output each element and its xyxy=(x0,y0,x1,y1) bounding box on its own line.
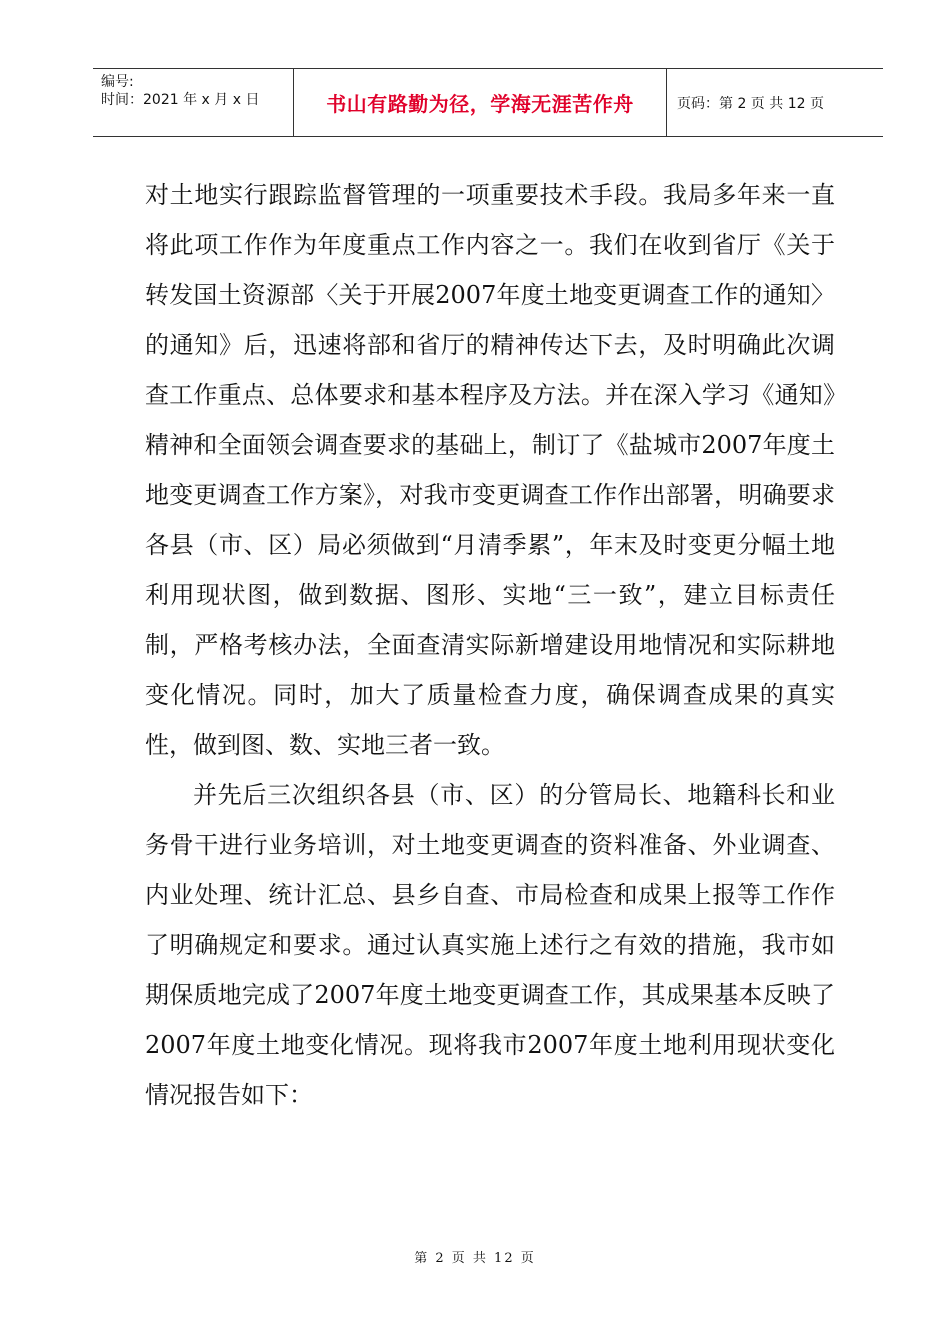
document-body xyxy=(145,170,835,1120)
header-motto: 书山有路勤为径，学海无涯苦作舟 xyxy=(294,69,667,136)
paragraph-1: 对土地实行跟踪监督管理的一项重要技术手段。我局多年来一直将此项工作作为年度重点工作内容之一。我们在收到省厅《关于转发国土资源部〈关于开展2007年度土地变更调查工作的通知〉的通知》后，迅速将部和省厅的精神传达下去，及时明确此次调查工作重点、总体要求和基本程序及方法。并在深入学习《通知》精神和全面领会调查要求的基础上，制订了《盐城市2007年度土地变更调查工作方案》，对我市变更调查工作作出部署，明确要求各县（市、区）局必须做到“月清季累”，年末及时变更分幅土地利用现状图，做到数据、图形、实地“三一致”，建立目标责任制，严格考核办法，全面查清实际新增建设用地情况和实际耕地变化情况。同时，加大了质量检查力度，确保调查成果的真实性，做到图、数、实地三者一致。 xyxy=(145,181,835,759)
page-footer: 第 2 页 共 12 页 xyxy=(414,1251,536,1266)
time-label: 时间：2021 年 x 月 x 日 xyxy=(101,92,260,108)
code-label: 编号: xyxy=(101,74,134,90)
paragraph-2: 并先后三次组织各县（市、区）的分管局长、地籍科长和业务骨干进行业务培训，对土地变更调查的资料准备、外业调查、内业处理、统计汇总、县乡自查、市局检查和成果上报等工作作了明确规定和要求。通过认真实施上述行之有效的措施，我市如期保质地完成了2007年度土地变更调查工作，其成果基本反映了2007年度土地变化情况。现将我市2007年度土地利用现状变化情况报告如下： xyxy=(145,781,835,1109)
header-page-info: 页码：第 2 页 共 12 页 xyxy=(677,95,824,112)
header-meta xyxy=(93,69,294,136)
page-header xyxy=(93,68,883,137)
